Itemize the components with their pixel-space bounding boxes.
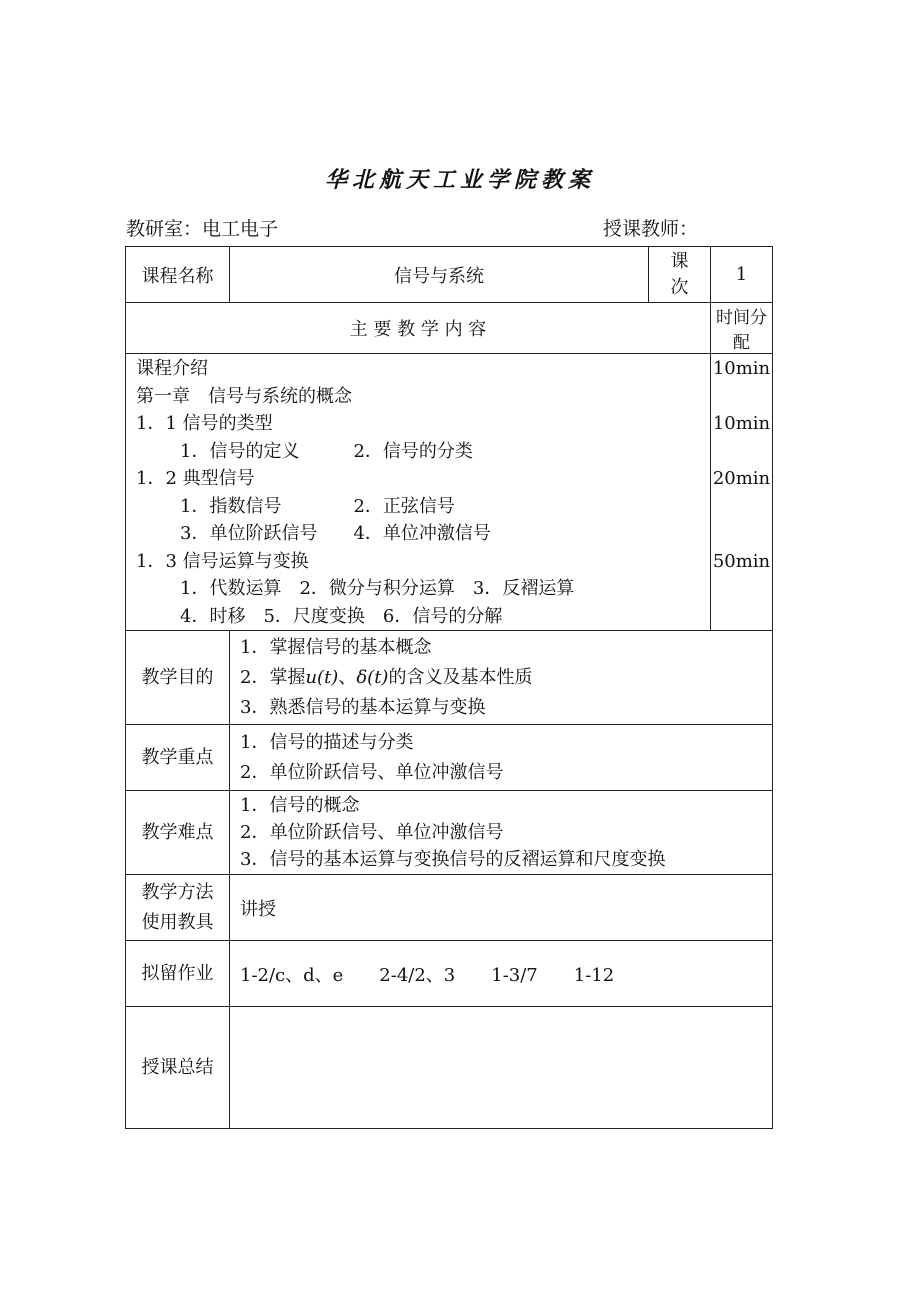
methods-label (126, 875, 230, 941)
department-info (126, 214, 278, 241)
time-allocation-value (711, 493, 772, 521)
content-line: 1．2 典型信号 (136, 468, 255, 489)
objective-separator: 、 (338, 666, 357, 688)
math-u-of-t: u(t) (305, 666, 339, 688)
key-point-item: 2．单位阶跃信号、单位冲激信号 (240, 761, 504, 783)
difficulty-item: 3．信号的基本运算与变换信号的反褶运算和尺度变换 (240, 849, 666, 870)
key-points-cell (230, 725, 773, 791)
session-value: 1 (711, 247, 773, 303)
session-label-top: 课 (670, 250, 689, 272)
content-line: 1．3 信号运算与变换 (136, 550, 309, 572)
objective-item: 1．掌握信号的基本概念 (240, 636, 432, 658)
department-value: 电工电子 (202, 218, 279, 240)
homework-row (126, 941, 773, 1007)
course-row (126, 247, 773, 303)
content-line: 1．代数运算 2．微分与积分运算 3．反褶运算 (180, 578, 575, 599)
methods-row (126, 875, 773, 941)
time-allocation-value: 10min (712, 413, 771, 434)
time-allocation-value (711, 575, 772, 603)
key-points-row (126, 725, 773, 791)
session-label-bottom: 次 (670, 276, 689, 298)
difficulties-cell (230, 791, 773, 875)
difficulty-item: 1．信号的概念 (240, 795, 360, 816)
course-name-value: 信号与系统 (230, 247, 649, 303)
main-content-header: 主 要 教 学 内 容 (126, 303, 711, 354)
time-cell (711, 354, 773, 631)
time-allocation-value (711, 520, 772, 548)
teacher-label: 授课教师： (603, 218, 699, 240)
content-row (126, 354, 773, 631)
content-line: 3．单位阶跃信号 4．单位冲激信号 (180, 523, 491, 544)
summary-value (230, 1007, 773, 1129)
content-line: 4．时移 5．尺度变换 6．信号的分解 (180, 605, 503, 627)
lesson-plan-table (125, 246, 773, 1129)
content-line: 1．指数信号 2．正弦信号 (180, 495, 455, 517)
difficulty-item: 2．单位阶跃信号、单位冲激信号 (240, 822, 504, 843)
methods-value: 讲授 (230, 875, 773, 941)
document-title: 华北航天工业学院教案 (324, 167, 595, 193)
content-line: 课程介绍 (136, 358, 208, 379)
math-delta-of-t: δ(t) (356, 666, 389, 688)
methods-label-line1: 教学方法 (141, 881, 214, 903)
time-allocation-value: 20min (712, 468, 771, 489)
key-points-label: 教学重点 (126, 725, 230, 791)
content-line: 1．1 信号的类型 (136, 413, 273, 434)
time-allocation-value (711, 438, 772, 466)
time-allocation-value: 50min (712, 550, 771, 572)
content-header-row (126, 303, 773, 354)
content-line: 第一章 信号与系统的概念 (136, 385, 352, 407)
objective-text: 2．掌握 (240, 666, 306, 688)
objectives-cell (230, 631, 773, 725)
difficulties-label: 教学难点 (126, 791, 230, 875)
time-allocation-value: 10min (712, 358, 771, 379)
content-cell (126, 354, 711, 631)
time-allocation-value (711, 603, 772, 631)
content-line: 1．信号的定义 2．信号的分类 (180, 440, 473, 462)
summary-row (126, 1007, 773, 1129)
objectives-row (126, 631, 773, 725)
summary-label: 授课总结 (126, 1007, 230, 1129)
methods-label-line2: 使用教具 (141, 911, 214, 933)
homework-value: 1-2/c、d、e 2-4/2、3 1-3/7 1-12 (230, 941, 773, 1007)
time-allocation-value (711, 383, 772, 411)
difficulties-row (126, 791, 773, 875)
time-allocation-header: 时间分配 (711, 303, 773, 354)
key-point-item: 1．信号的描述与分类 (240, 731, 414, 753)
objective-text: 的含义及基本性质 (388, 666, 533, 688)
objective-item: 3．熟悉信号的基本运算与变换 (240, 696, 486, 718)
content-lines (136, 355, 710, 630)
session-label (649, 247, 711, 303)
objective-item (230, 663, 772, 693)
course-name-label: 课程名称 (126, 247, 230, 303)
objectives-label: 教学目的 (126, 631, 230, 725)
department-label: 教研室： (126, 218, 203, 240)
homework-label: 拟留作业 (126, 941, 230, 1007)
time-lines (711, 355, 772, 630)
